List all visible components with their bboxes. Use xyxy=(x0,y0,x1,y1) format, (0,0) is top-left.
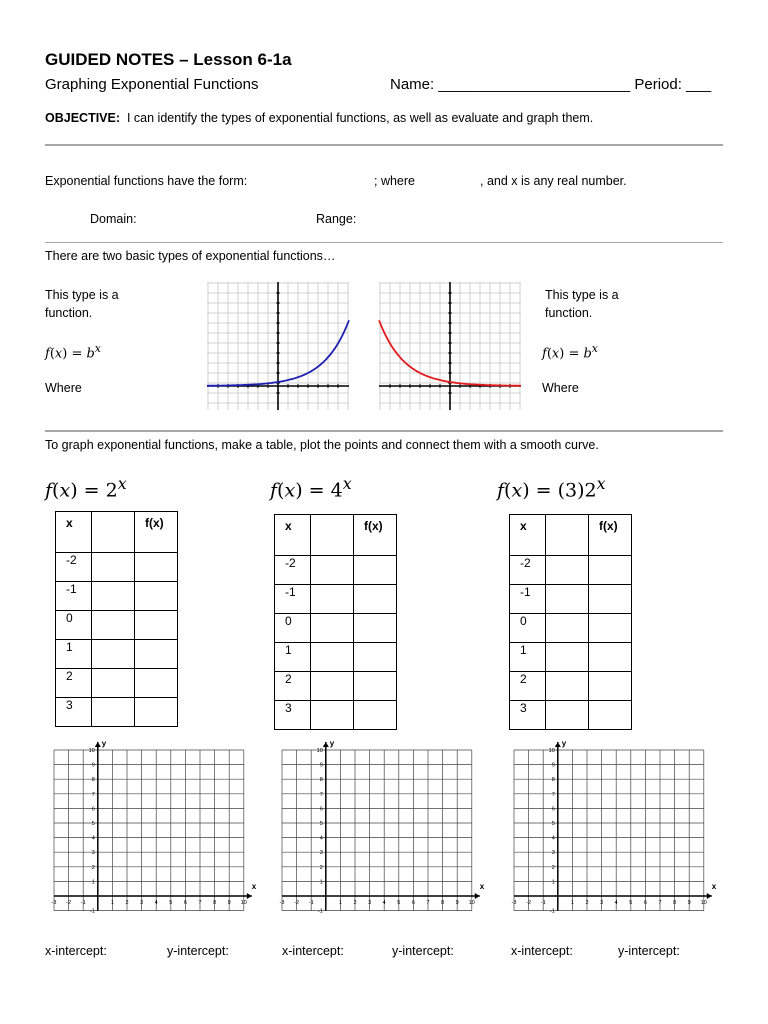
fx-value-cell[interactable] xyxy=(589,672,632,701)
fx-value-cell[interactable] xyxy=(354,614,397,643)
y-tick-label: 3 xyxy=(319,850,323,857)
work-cell[interactable] xyxy=(311,701,354,730)
y-tick-label: 8 xyxy=(91,777,95,784)
fx-value-cell[interactable] xyxy=(589,556,632,585)
y-tick-label: 5 xyxy=(551,821,555,827)
x-tick-label: 3 xyxy=(600,900,604,906)
x-axis-label: x xyxy=(711,882,717,891)
objective-label: OBJECTIVE: xyxy=(45,111,121,125)
value-table-2 xyxy=(274,514,397,730)
fx-value-cell[interactable] xyxy=(135,698,178,727)
y-tick-label: 5 xyxy=(319,821,323,827)
y-tick-label: 2 xyxy=(91,864,95,871)
table-row xyxy=(56,698,178,727)
work-cell[interactable] xyxy=(92,698,135,727)
value-table-1 xyxy=(55,511,178,727)
coordinate-grid-3 xyxy=(500,738,717,924)
x-value-cell: 3 xyxy=(510,701,546,730)
fx-value-cell[interactable] xyxy=(354,643,397,672)
y-tick-label: 8 xyxy=(319,777,323,784)
page-subtitle: Graphing Exponential Functions xyxy=(45,76,259,93)
left-formula: $f(x) = b^x$ xyxy=(45,342,101,362)
table-row xyxy=(510,672,632,701)
table-row xyxy=(56,669,178,698)
table-header-cell xyxy=(92,512,135,553)
y-tick-label: 4 xyxy=(91,835,95,842)
y-tick-label: 10 xyxy=(88,748,95,754)
y-tick-label: 9 xyxy=(91,762,95,769)
fx-value-cell[interactable] xyxy=(589,585,632,614)
table-header-cell: f(x) xyxy=(354,515,397,556)
y-tick-label: 1 xyxy=(91,879,95,886)
form-lead: Exponential functions have the form: xyxy=(45,174,248,188)
x-value-cell: 1 xyxy=(275,643,311,672)
x-tick-label: 6 xyxy=(411,900,415,906)
x-tick-label: 6 xyxy=(183,900,187,906)
graphing-instructions: To graph exponential functions, make a table, plot the points and connect them with a smooth curve. xyxy=(45,438,599,452)
x-tick-label: -1 xyxy=(540,900,546,906)
work-cell[interactable] xyxy=(311,643,354,672)
right-type-line1: This type is a xyxy=(545,288,619,302)
x-tick-label: 4 xyxy=(154,900,158,906)
fx-value-cell[interactable] xyxy=(135,669,178,698)
y-axis-label: y xyxy=(561,739,567,748)
x-tick-label: 7 xyxy=(426,900,430,906)
fx-value-cell[interactable] xyxy=(354,672,397,701)
x-tick-label: 3 xyxy=(140,900,144,906)
work-cell[interactable] xyxy=(311,672,354,701)
x-axis-label: x xyxy=(251,882,257,891)
table-row xyxy=(510,701,632,730)
y-tick-label: 7 xyxy=(551,791,555,798)
y-tick-label: 3 xyxy=(551,850,555,857)
work-cell[interactable] xyxy=(546,701,589,730)
fx-value-cell[interactable] xyxy=(135,640,178,669)
x-intercept-label-1: x-intercept: xyxy=(45,944,107,958)
work-cell[interactable] xyxy=(311,585,354,614)
fx-value-cell[interactable] xyxy=(135,553,178,582)
x-tick-label: 8 xyxy=(441,900,445,906)
table-row xyxy=(275,556,397,585)
table-row xyxy=(510,585,632,614)
y-intercept-label-3: y-intercept: xyxy=(618,944,680,958)
x-value-cell: -1 xyxy=(275,585,311,614)
x-intercept-label-3: x-intercept: xyxy=(511,944,573,958)
x-tick-label: 5 xyxy=(169,900,173,906)
table-row xyxy=(56,553,178,582)
x-tick-label: 9 xyxy=(227,900,231,906)
y-tick-label: 1 xyxy=(319,879,323,886)
right-where: Where xyxy=(542,381,579,395)
table-header-cell: x xyxy=(510,515,546,556)
work-cell[interactable] xyxy=(546,614,589,643)
fx-value-cell[interactable] xyxy=(589,643,632,672)
x-tick-label: -3 xyxy=(511,900,517,906)
x-value-cell: 2 xyxy=(510,672,546,701)
x-tick-label: -2 xyxy=(294,900,300,906)
x-tick-label: -3 xyxy=(279,900,285,906)
x-tick-label: 9 xyxy=(687,900,691,906)
form-where: ; where xyxy=(374,174,415,188)
x-tick-label: -3 xyxy=(51,900,57,906)
table-header-cell: x xyxy=(275,515,311,556)
table-row xyxy=(275,672,397,701)
work-cell[interactable] xyxy=(311,556,354,585)
table-row xyxy=(56,640,178,669)
x-tick-label: -1 xyxy=(308,900,314,906)
y-tick-label: 6 xyxy=(91,806,95,813)
y-intercept-label-1: y-intercept: xyxy=(167,944,229,958)
x-tick-label: -2 xyxy=(66,900,72,906)
x-tick-label: 8 xyxy=(213,900,217,906)
x-tick-label: 2 xyxy=(585,900,589,906)
y-tick-label: 9 xyxy=(319,762,323,769)
work-cell[interactable] xyxy=(546,643,589,672)
left-type-line1: This type is a xyxy=(45,288,119,302)
x-tick-label: 5 xyxy=(397,900,401,906)
table-header-cell xyxy=(311,515,354,556)
table-row xyxy=(275,701,397,730)
function-2: $f(x) = 4^x$ xyxy=(270,474,352,502)
fx-value-cell[interactable] xyxy=(135,582,178,611)
x-tick-label: 4 xyxy=(614,900,618,906)
domain-label: Domain: xyxy=(90,212,137,226)
table-row xyxy=(275,585,397,614)
objective xyxy=(45,111,593,125)
x-value-cell: -2 xyxy=(56,553,92,582)
range-label: Range: xyxy=(316,212,357,226)
left-formula-base: b xyxy=(86,346,95,362)
x-tick-label: 9 xyxy=(455,900,459,906)
right-formula-base: b xyxy=(583,346,592,362)
fx-value-cell[interactable] xyxy=(354,556,397,585)
fx-value-cell[interactable] xyxy=(354,701,397,730)
y-tick-label: 10 xyxy=(316,748,323,754)
divider xyxy=(45,242,723,243)
table-row xyxy=(275,643,397,672)
divider xyxy=(45,144,723,146)
decay-graph xyxy=(379,282,521,410)
left-formula-exp: x xyxy=(94,342,101,355)
table-row xyxy=(56,582,178,611)
form-any-real: , and x is any real number. xyxy=(480,174,627,188)
x-tick-label: 7 xyxy=(198,900,202,906)
table-header-cell xyxy=(546,515,589,556)
x-value-cell: -2 xyxy=(510,556,546,585)
x-tick-label: 2 xyxy=(353,900,357,906)
work-cell[interactable] xyxy=(92,640,135,669)
work-cell[interactable] xyxy=(311,614,354,643)
y-intercept-label-2: y-intercept: xyxy=(392,944,454,958)
work-cell[interactable] xyxy=(92,669,135,698)
x-value-cell: 0 xyxy=(275,614,311,643)
function-3: $f(x) = (3)2^x$ xyxy=(497,474,606,502)
x-tick-label: 10 xyxy=(700,900,707,906)
x-value-cell: 0 xyxy=(56,611,92,640)
y-tick-label: 8 xyxy=(551,777,555,784)
work-cell[interactable] xyxy=(92,582,135,611)
work-cell[interactable] xyxy=(92,611,135,640)
x-value-cell: 1 xyxy=(510,643,546,672)
name-period-field: Name: _______________________ Period: ___ xyxy=(390,76,712,93)
x-value-cell: 1 xyxy=(56,640,92,669)
types-intro: There are two basic types of exponential functions… xyxy=(45,249,336,263)
fx-value-cell[interactable] xyxy=(135,611,178,640)
function-1: $f(x) = 2^x$ xyxy=(45,474,127,502)
table-row xyxy=(275,614,397,643)
y-tick-label: 6 xyxy=(319,806,323,813)
x-tick-label: 5 xyxy=(629,900,633,906)
right-formula: $f(x) = b^x$ xyxy=(542,342,598,362)
x-tick-label: -1 xyxy=(80,900,86,906)
table-header-cell: f(x) xyxy=(135,512,178,553)
y-tick-label: -1 xyxy=(317,908,323,915)
coordinate-grid-2 xyxy=(268,738,485,924)
work-cell[interactable] xyxy=(546,556,589,585)
x-tick-label: 10 xyxy=(468,900,475,906)
y-axis-label: y xyxy=(329,739,335,748)
y-tick-label: 3 xyxy=(91,850,95,857)
x-tick-label: 7 xyxy=(658,900,662,906)
y-tick-label: 4 xyxy=(551,835,555,842)
x-tick-label: 1 xyxy=(570,900,574,906)
x-value-cell: 3 xyxy=(56,698,92,727)
work-cell[interactable] xyxy=(546,672,589,701)
right-formula-exp: x xyxy=(591,342,598,355)
table-row xyxy=(510,614,632,643)
table-row xyxy=(56,611,178,640)
y-tick-label: 10 xyxy=(548,748,555,754)
work-cell[interactable] xyxy=(546,585,589,614)
x-value-cell: 0 xyxy=(510,614,546,643)
page-title: GUIDED NOTES – Lesson 6-1a xyxy=(45,50,292,69)
x-value-cell: -2 xyxy=(275,556,311,585)
y-tick-label: 6 xyxy=(551,806,555,813)
table-header-cell: f(x) xyxy=(589,515,632,556)
x-value-cell: 2 xyxy=(56,669,92,698)
y-tick-label: 1 xyxy=(551,879,555,886)
work-cell[interactable] xyxy=(92,553,135,582)
x-tick-label: 2 xyxy=(125,900,129,906)
y-tick-label: 7 xyxy=(319,791,323,798)
y-tick-label: 2 xyxy=(319,864,323,871)
right-type-line2: function. xyxy=(545,306,593,320)
x-intercept-label-2: x-intercept: xyxy=(282,944,344,958)
x-tick-label: 6 xyxy=(643,900,647,906)
y-tick-label: -1 xyxy=(549,908,555,915)
objective-text: I can identify the types of exponential functions, as well as evaluate and graph them. xyxy=(126,111,594,125)
x-tick-label: 10 xyxy=(240,900,247,906)
y-tick-label: 7 xyxy=(91,791,95,798)
fx-value-cell[interactable] xyxy=(354,585,397,614)
y-axis-label: y xyxy=(101,739,107,748)
x-value-cell: -1 xyxy=(56,582,92,611)
fx-value-cell[interactable] xyxy=(589,614,632,643)
x-value-cell: 2 xyxy=(275,672,311,701)
table-row xyxy=(510,643,632,672)
divider xyxy=(45,430,723,432)
x-value-cell: -1 xyxy=(510,585,546,614)
value-table-3 xyxy=(509,514,632,730)
y-tick-label: 9 xyxy=(551,762,555,769)
coordinate-grid-1 xyxy=(40,738,257,924)
growth-graph xyxy=(207,282,349,410)
table-row xyxy=(510,556,632,585)
table-header-cell: x xyxy=(56,512,92,553)
x-tick-label: 3 xyxy=(368,900,372,906)
x-value-cell: 3 xyxy=(275,701,311,730)
y-tick-label: 4 xyxy=(319,835,323,842)
x-tick-label: 4 xyxy=(382,900,386,906)
x-tick-label: 8 xyxy=(673,900,677,906)
left-type-line2: function. xyxy=(45,306,93,320)
x-axis-label: x xyxy=(479,882,485,891)
y-tick-label: 5 xyxy=(91,821,95,827)
fx-value-cell[interactable] xyxy=(589,701,632,730)
y-tick-label: 2 xyxy=(551,864,555,871)
x-tick-label: 1 xyxy=(110,900,114,906)
y-tick-label: -1 xyxy=(89,908,95,915)
left-where: Where xyxy=(45,381,82,395)
x-tick-label: -2 xyxy=(526,900,532,906)
x-tick-label: 1 xyxy=(338,900,342,906)
